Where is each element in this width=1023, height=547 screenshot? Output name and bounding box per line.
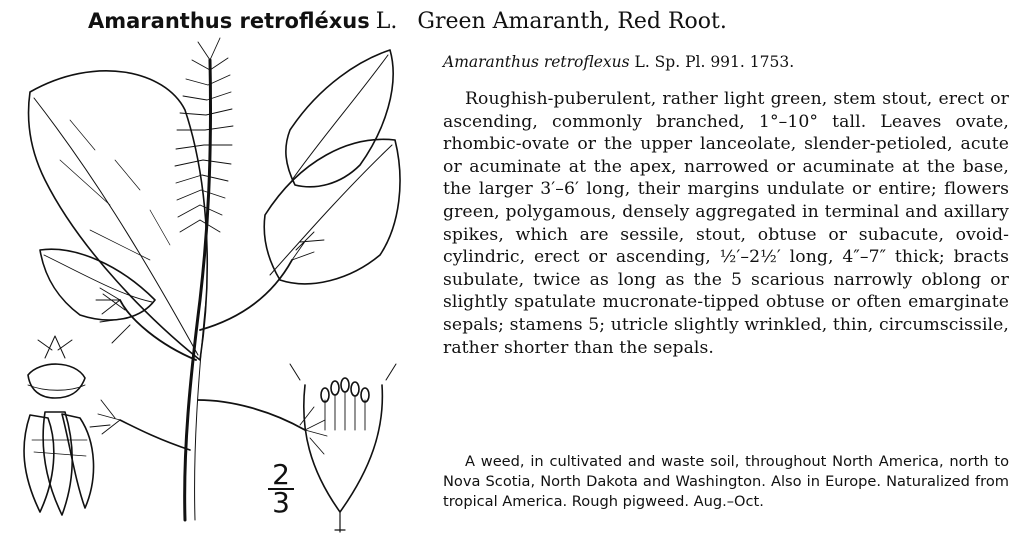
scale-denominator: 3 — [272, 486, 290, 519]
scale-numerator: 2 — [272, 458, 290, 491]
common-names: Green Amaranth, Red Root. — [417, 9, 727, 34]
leaf-lower-left — [40, 249, 155, 320]
sepal-detail — [24, 412, 94, 515]
citation — [443, 50, 794, 74]
plant-illustration — [0, 0, 440, 547]
description-paragraph: Roughish-puberulent, rather light green, stem stout, erect or ascending, commonly branched, 1°–10° tall. Leaves ovate, rhombic-ovate or the upper lanceolate, slender-petioled, acute or acuminate at the apex, narrowed or acuminate at the base, the larger 3′–6′ long, their margins undulate or entire; flowers green, polygamous, densely aggregated in terminal and axillary spikes, which are sessile, stout, obtuse or subacute, ovoid-cylindric, erect or ascending, ½′–2½′ long, 4″–7″ thick; bracts subulate, twice as long as the 5 scarious narrowly oblong or slightly spatulate mucronate-tipped obtuse or often emarginate sepals; stamens 5; utricle slightly wrinkled, thin, circumscissile, rather shorter than the sepals. — [443, 89, 1009, 358]
citation-reference: L. Sp. Pl. 991. 1753. — [634, 53, 795, 71]
habitat-paragraph: A weed, in cultivated and waste soil, throughout North America, north to Nova Scotia, North Dakota and Washington. Also in Europe. Naturalized from tropical America. Rough pigweed. Aug.–Oct. — [443, 453, 1009, 510]
leaf-right — [264, 139, 400, 283]
citation-binomial: Amaranthus retroflexus — [443, 53, 630, 71]
flower-detail — [290, 364, 396, 532]
leaf-upper-right — [286, 50, 393, 187]
species-author: L. — [375, 9, 398, 34]
species-name: Amaranthus retrofléxus — [88, 9, 370, 33]
scale-fraction — [268, 458, 294, 519]
utricle-detail — [28, 336, 85, 398]
lateral-spikes — [90, 232, 327, 454]
